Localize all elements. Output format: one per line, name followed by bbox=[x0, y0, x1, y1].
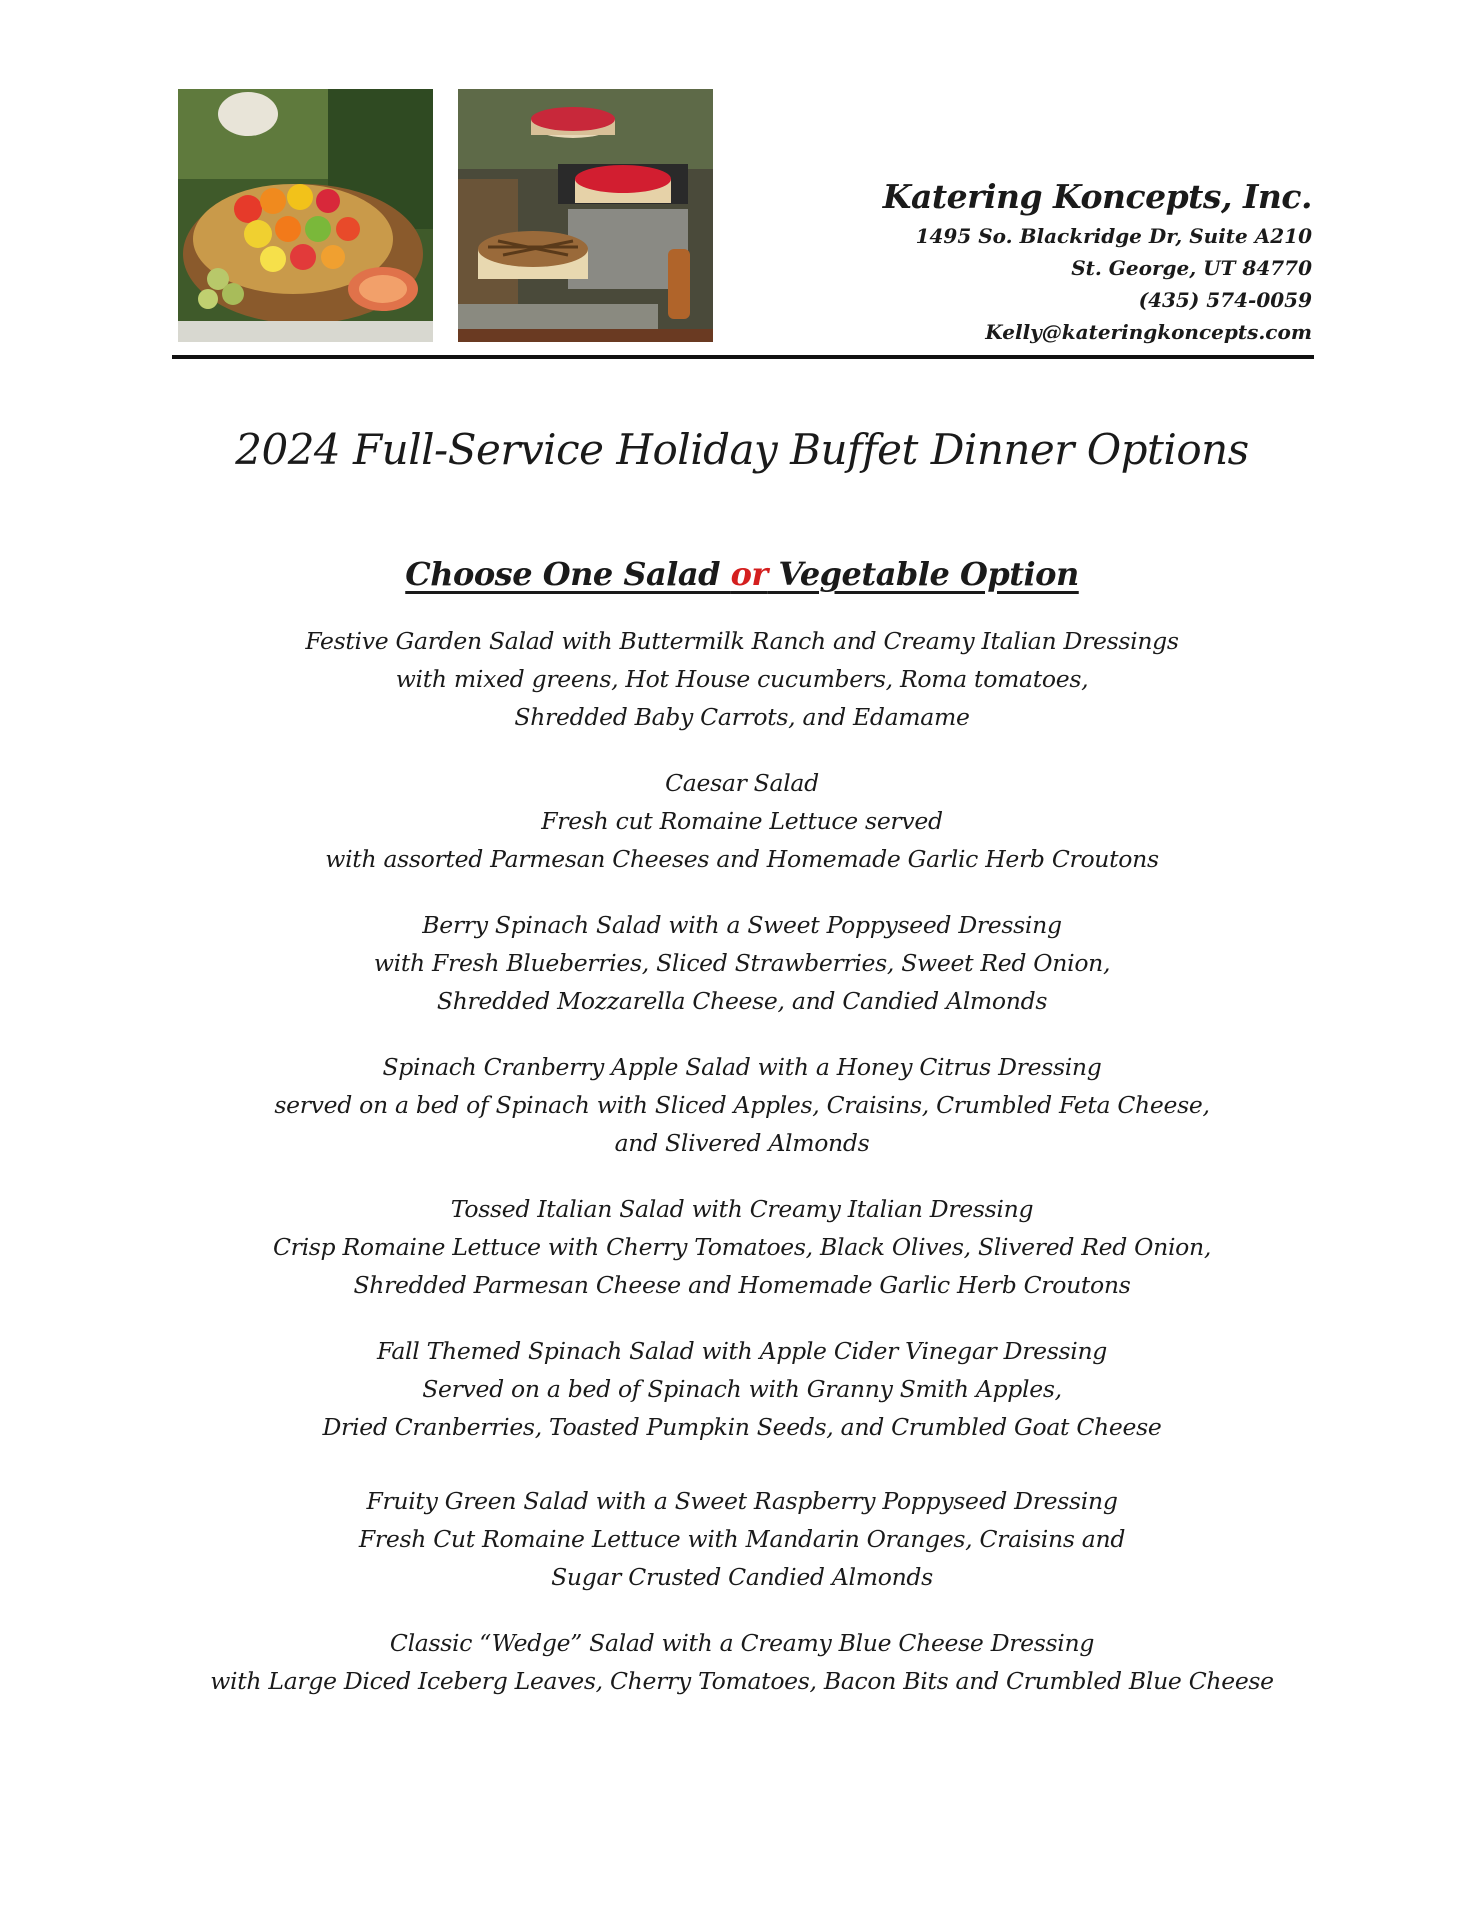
header-divider bbox=[172, 355, 1314, 359]
option-line: Spinach Cranberry Apple Salad with a Honey Citrus Dressing bbox=[382, 1053, 1102, 1081]
section-heading-start: Choose One Salad bbox=[405, 555, 731, 593]
option-line: served on a bed of Spinach with Sliced Apples, Craisins, Crumbled Feta Cheese, bbox=[274, 1091, 1210, 1119]
company-email: Kelly@kateringkoncepts.com bbox=[985, 320, 1312, 344]
option-line: Shredded Baby Carrots, and Edamame bbox=[514, 703, 970, 731]
option-line: Classic “Wedge” Salad with a Creamy Blue Cheese Dressing bbox=[389, 1629, 1095, 1657]
company-info bbox=[883, 174, 1312, 348]
option-line: Tossed Italian Salad with Creamy Italian Dressing bbox=[450, 1195, 1034, 1223]
menu-option bbox=[0, 906, 1484, 1020]
fruit-platter-photo bbox=[178, 89, 433, 342]
page-title: 2024 Full-Service Holiday Buffet Dinner Options bbox=[235, 425, 1249, 474]
company-name: Katering Koncepts, Inc. bbox=[882, 177, 1312, 216]
option-line: and Slivered Almonds bbox=[614, 1129, 870, 1157]
option-line: with Fresh Blueberries, Sliced Strawberries, Sweet Red Onion, bbox=[373, 949, 1111, 977]
option-line: Caesar Salad bbox=[665, 769, 819, 797]
option-line: Sugar Crusted Candied Almonds bbox=[551, 1563, 933, 1591]
option-line: Served on a bed of Spinach with Granny Smith Apples, bbox=[422, 1375, 1062, 1403]
menu-option bbox=[0, 764, 1484, 878]
menu-option bbox=[0, 1332, 1484, 1446]
section-heading bbox=[0, 555, 1484, 593]
section-heading-conjunction: or bbox=[730, 555, 768, 593]
option-line: Dried Cranberries, Toasted Pumpkin Seeds, and Crumbled Goat Cheese bbox=[322, 1413, 1162, 1441]
menu-option bbox=[0, 1624, 1484, 1700]
option-line: Berry Spinach Salad with a Sweet Poppyseed Dressing bbox=[422, 911, 1062, 939]
company-phone: (435) 574-0059 bbox=[1138, 288, 1312, 312]
section-heading-end: Vegetable Option bbox=[767, 555, 1079, 593]
menu-option bbox=[0, 1190, 1484, 1304]
option-line: Fresh cut Romaine Lettuce served bbox=[541, 807, 943, 835]
company-address: 1495 So. Blackridge Dr, Suite A210 bbox=[915, 224, 1312, 248]
option-line: Shredded Mozzarella Cheese, and Candied Almonds bbox=[436, 987, 1048, 1015]
option-line: with assorted Parmesan Cheeses and Homemade Garlic Herb Croutons bbox=[325, 845, 1159, 873]
menu-option bbox=[0, 622, 1484, 736]
company-city: St. George, UT 84770 bbox=[1071, 256, 1312, 280]
option-line: with Large Diced Iceberg Leaves, Cherry Tomatoes, Bacon Bits and Crumbled Blue Cheese bbox=[210, 1667, 1274, 1695]
option-line: Festive Garden Salad with Buttermilk Ranch and Creamy Italian Dressings bbox=[305, 627, 1179, 655]
option-line: Fresh Cut Romaine Lettuce with Mandarin Oranges, Craisins and bbox=[358, 1525, 1126, 1553]
option-line: with mixed greens, Hot House cucumbers, Roma tomatoes, bbox=[395, 665, 1089, 693]
option-line: Fall Themed Spinach Salad with Apple Cider Vinegar Dressing bbox=[376, 1337, 1108, 1365]
option-line: Shredded Parmesan Cheese and Homemade Garlic Herb Croutons bbox=[353, 1271, 1131, 1299]
menu-option bbox=[0, 1048, 1484, 1162]
option-line: Crisp Romaine Lettuce with Cherry Tomatoes, Black Olives, Slivered Red Onion, bbox=[272, 1233, 1212, 1261]
option-line: Fruity Green Salad with a Sweet Raspberry Poppyseed Dressing bbox=[366, 1487, 1118, 1515]
salad-options-list bbox=[0, 622, 1484, 1728]
menu-option bbox=[0, 1482, 1484, 1596]
cheesecake-display-photo bbox=[458, 89, 713, 342]
